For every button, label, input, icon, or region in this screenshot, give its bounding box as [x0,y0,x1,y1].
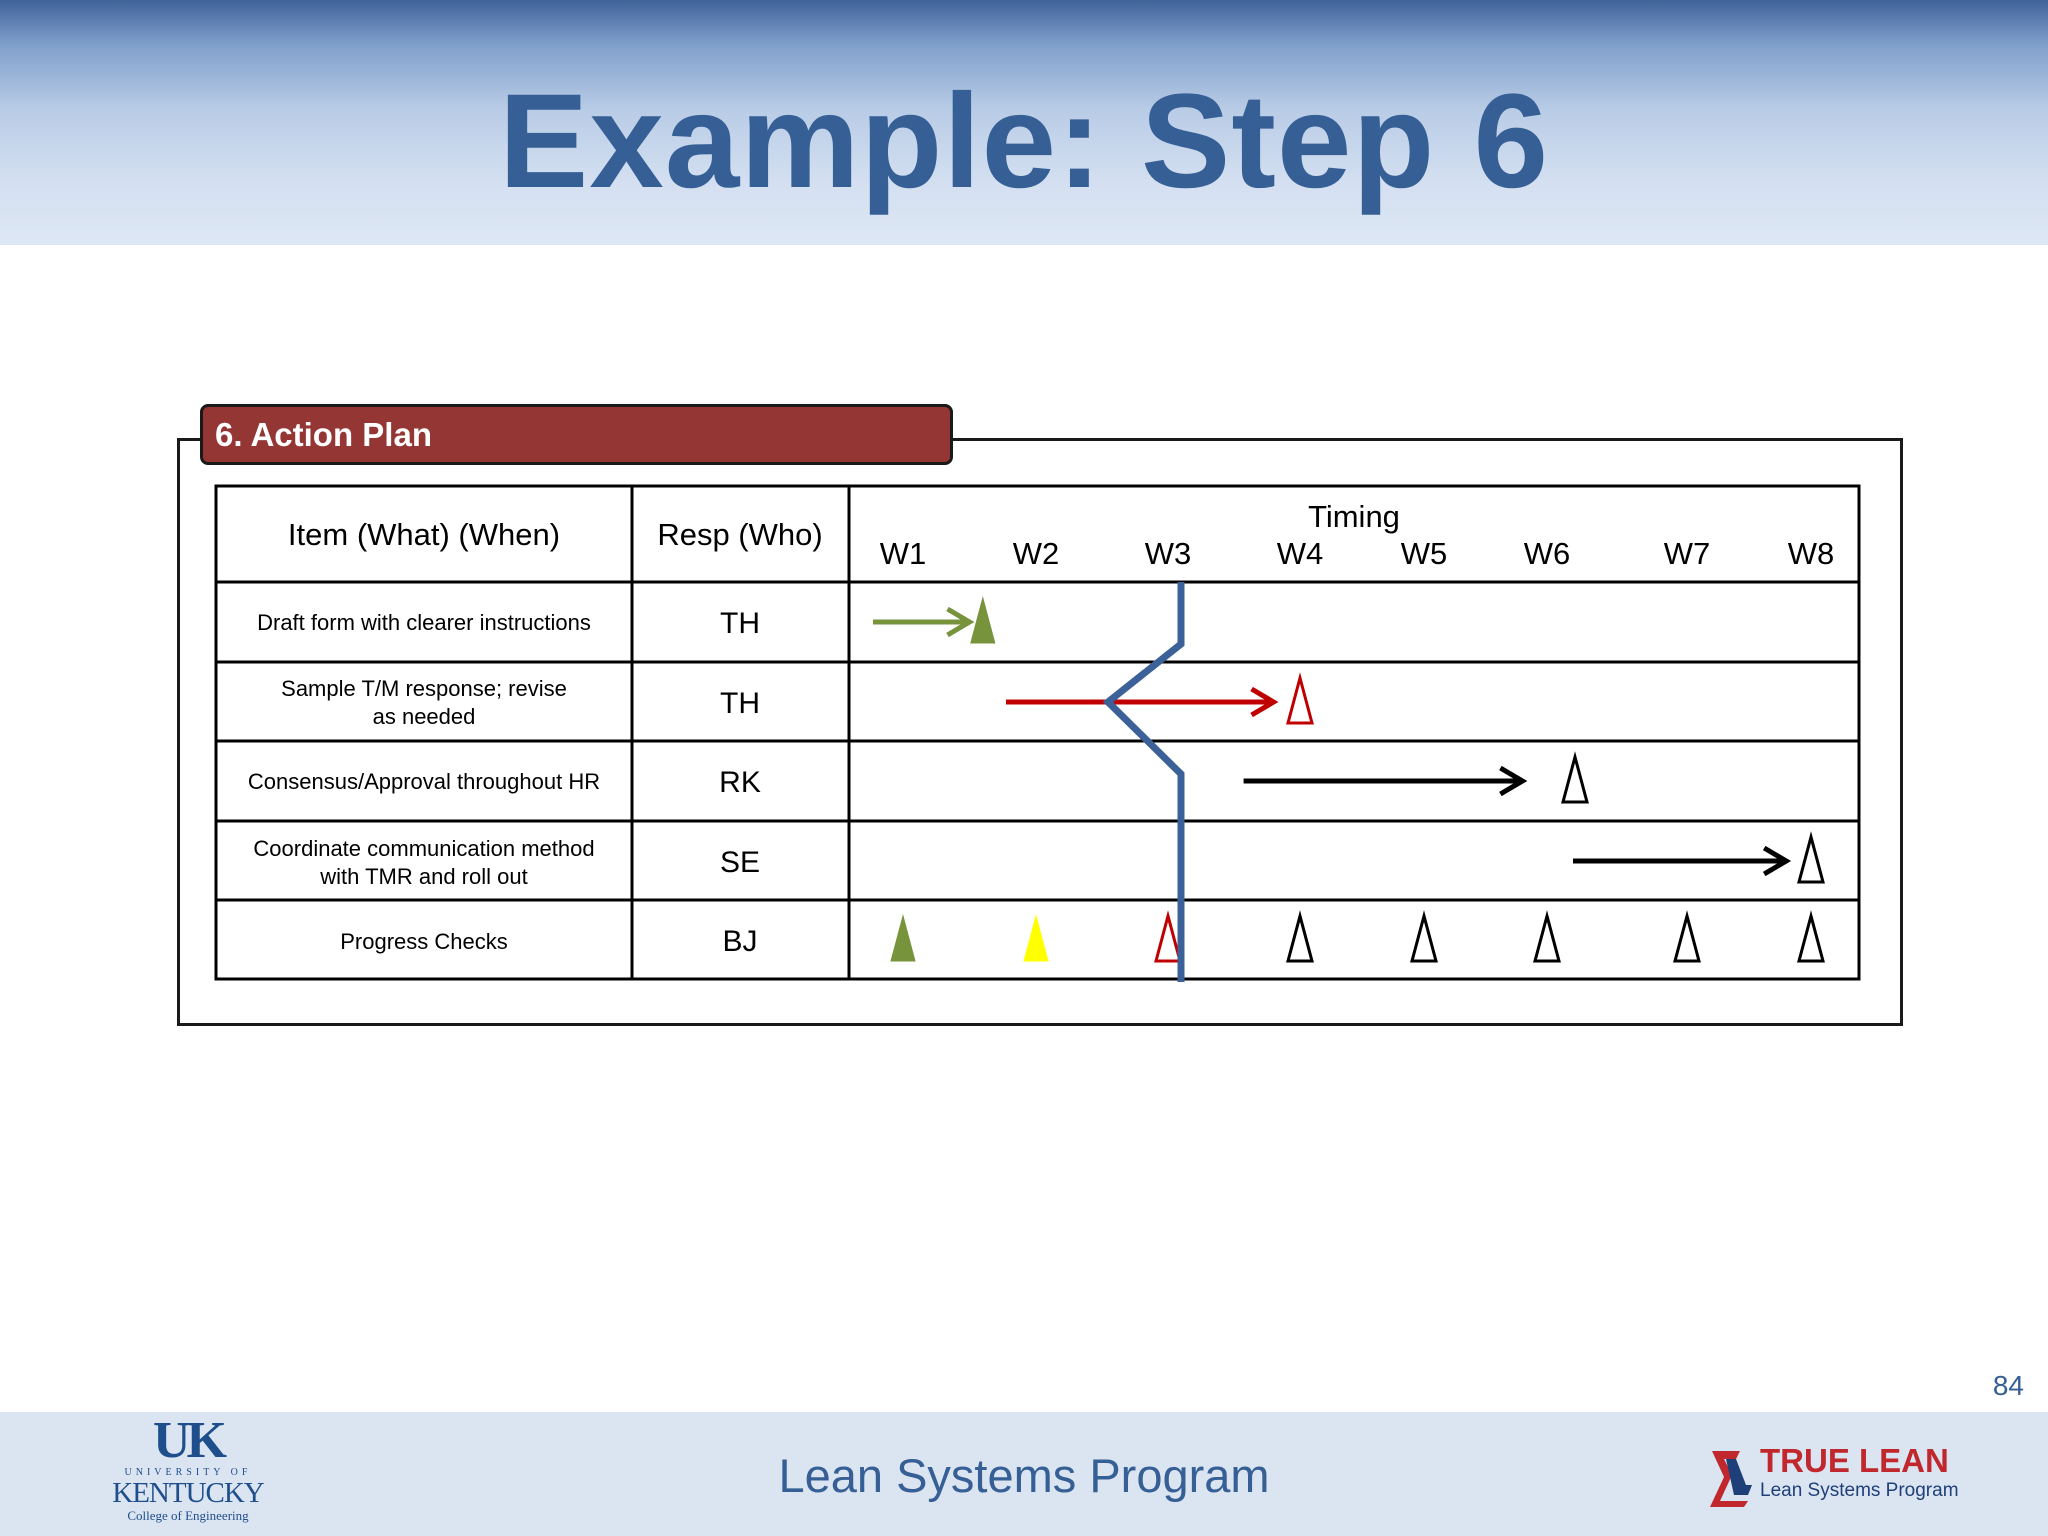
row-item: Progress Checks [340,929,508,954]
uk-logo-mark: UK [153,1412,223,1469]
week-label: W8 [1787,536,1835,571]
milestone-triangle [1799,837,1823,882]
uk-logo [108,1412,268,1525]
milestone-triangle [1535,916,1559,961]
week-label: W5 [1400,536,1448,571]
row-item: Consensus/Approval throughout HR [247,769,601,794]
milestone-triangle [1675,916,1699,961]
action-plan-tab: 6. Action Plan [200,404,953,465]
slide-title: Example: Step 6 [498,67,1550,216]
true-lean-mark-icon [1706,1445,1758,1509]
footer-title: Lean Systems Program [778,1449,1270,1502]
milestone-triangle [1563,757,1587,802]
milestone-triangle [1024,916,1048,961]
row-resp: SE [719,846,761,879]
milestone-triangle [1288,678,1312,723]
row-resp: TH [720,607,760,640]
milestone-triangle [1799,916,1823,961]
uk-logo-kentucky: KENTUCKY [112,1477,264,1509]
row-resp: BJ [722,925,758,958]
row-item: Coordinate communication method with TMR and roll out [253,836,595,889]
row-item: Sample T/M response; revise as needed [281,676,567,729]
week-label: W1 [879,536,927,571]
header-timing: Timing [1308,499,1400,534]
true-lean-title: TRUE LEAN [1760,1442,1949,1479]
milestone-triangle [971,598,995,643]
page-number: 84 [1992,1370,2024,1401]
week-labels [880,536,1835,571]
true-lean-logo [1706,1442,1959,1513]
week-label: W3 [1144,536,1192,571]
uk-logo-university: UNIVERSITY OF [124,1467,252,1478]
true-lean-subtitle: Lean Systems Program [1760,1480,1959,1501]
header-item: Item (What) (When) [287,517,561,552]
milestone-triangle [891,916,915,961]
header-resp: Resp (Who) [657,517,823,552]
milestone-triangle [1412,916,1436,961]
row-resp: TH [720,687,760,720]
week-label: W4 [1276,536,1324,571]
week-label: W6 [1523,536,1571,571]
schedule-layer [873,582,1823,982]
row-resp: RK [719,766,761,799]
milestone-triangle [1288,916,1312,961]
week-label: W2 [1012,536,1060,571]
uk-logo-college: College of Engineering [127,1508,249,1523]
week-label: W7 [1663,536,1711,571]
milestone-triangle [1156,916,1180,961]
row-item: Draft form with clearer instructions [257,610,591,635]
